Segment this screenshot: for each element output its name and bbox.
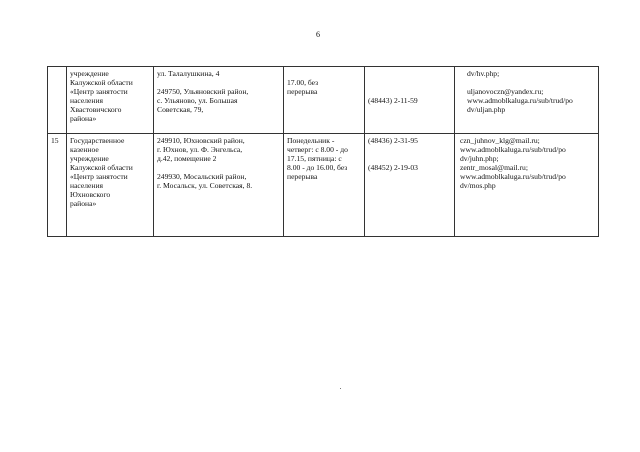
hours-cell <box>284 134 365 237</box>
email-link[interactable]: uljanovoczn@yandex.ru; <box>467 87 544 96</box>
address-line: 249750, Ульяновский район, <box>157 87 249 96</box>
address-line: 249930, Мосальский район, <box>157 172 247 181</box>
web-link[interactable]: www.admoblkaluga.ru/sub/trud/po <box>460 172 566 181</box>
hours-line: Понедельник - <box>287 136 335 145</box>
table-row <box>48 134 599 237</box>
address-line: д.42, помещение 2 <box>157 154 217 163</box>
page-number: 6 <box>316 30 320 39</box>
phone-number: (48436) 2-31-95 <box>368 136 418 145</box>
hours-cell <box>284 67 365 134</box>
name-line: казенное <box>70 145 99 154</box>
web-link[interactable]: dv/uljan.php <box>467 105 506 114</box>
phone-number: (48452) 2-19-03 <box>368 163 418 172</box>
name-line: Калужской области <box>70 163 133 172</box>
phone-cell <box>365 67 455 134</box>
agency-table <box>47 66 599 237</box>
name-line: Калужской области <box>70 78 133 87</box>
address-line: г. Юхнов, ул. Ф. Энгельса, <box>157 145 243 154</box>
hours-line: перерыва <box>287 87 318 96</box>
address-line: ул. Талалушкина, 4 <box>157 69 220 78</box>
web-link[interactable]: www.admoblkaluga.ru/sub/trud/po <box>467 96 573 105</box>
name-line: учреждение <box>70 154 109 163</box>
name-line: «Центр занятости <box>70 172 128 181</box>
name-line: Государственное <box>70 136 125 145</box>
address-line: с. Ульяново, ул. Большая <box>157 96 238 105</box>
institution-name-cell <box>67 134 154 237</box>
name-line: «Центр занятости <box>70 87 128 96</box>
table-row <box>48 67 599 134</box>
phone-number: (48443) 2-11-59 <box>368 96 418 105</box>
email-link[interactable]: czn_juhnov_klg@mail.ru; <box>460 136 540 145</box>
row-number-cell <box>48 134 67 237</box>
name-line: района» <box>70 114 97 123</box>
email-link[interactable]: zentr_mosal@mail.ru; <box>460 163 528 172</box>
name-line: Хвастовичского <box>70 105 122 114</box>
address-line: Советская, 79, <box>157 105 204 114</box>
scan-speck <box>340 388 341 389</box>
name-line: Юхновского <box>70 190 111 199</box>
name-line: учреждение <box>70 69 109 78</box>
phone-cell <box>365 134 455 237</box>
name-line: населения <box>70 96 104 105</box>
address-cell <box>154 67 284 134</box>
name-line: населения <box>70 181 104 190</box>
row-number-cell <box>48 67 67 134</box>
address-line: г. Мосальск, ул. Советская, 8. <box>157 181 253 190</box>
web-cell <box>455 67 599 134</box>
hours-line: 17.15, пятница: с <box>287 154 342 163</box>
hours-line: 17.00, без <box>287 78 319 87</box>
web-link[interactable]: dv/hv.php; <box>467 69 500 78</box>
hours-line: четверг: с 8.00 - до <box>287 145 348 154</box>
web-cell <box>455 134 599 237</box>
web-link[interactable]: www.admoblkaluga.ru/sub/trud/po <box>460 145 566 154</box>
row-number: 15 <box>51 136 59 145</box>
web-link[interactable]: dv/juhn.php; <box>460 154 499 163</box>
web-link[interactable]: dv/mos.php <box>460 181 496 190</box>
hours-line: 8.00 - до 16.00, без <box>287 163 348 172</box>
address-cell <box>154 134 284 237</box>
institution-name-cell <box>67 67 154 134</box>
hours-line: перерыва <box>287 172 318 181</box>
address-line: 249910, Юхновский район, <box>157 136 245 145</box>
name-line: района» <box>70 199 97 208</box>
